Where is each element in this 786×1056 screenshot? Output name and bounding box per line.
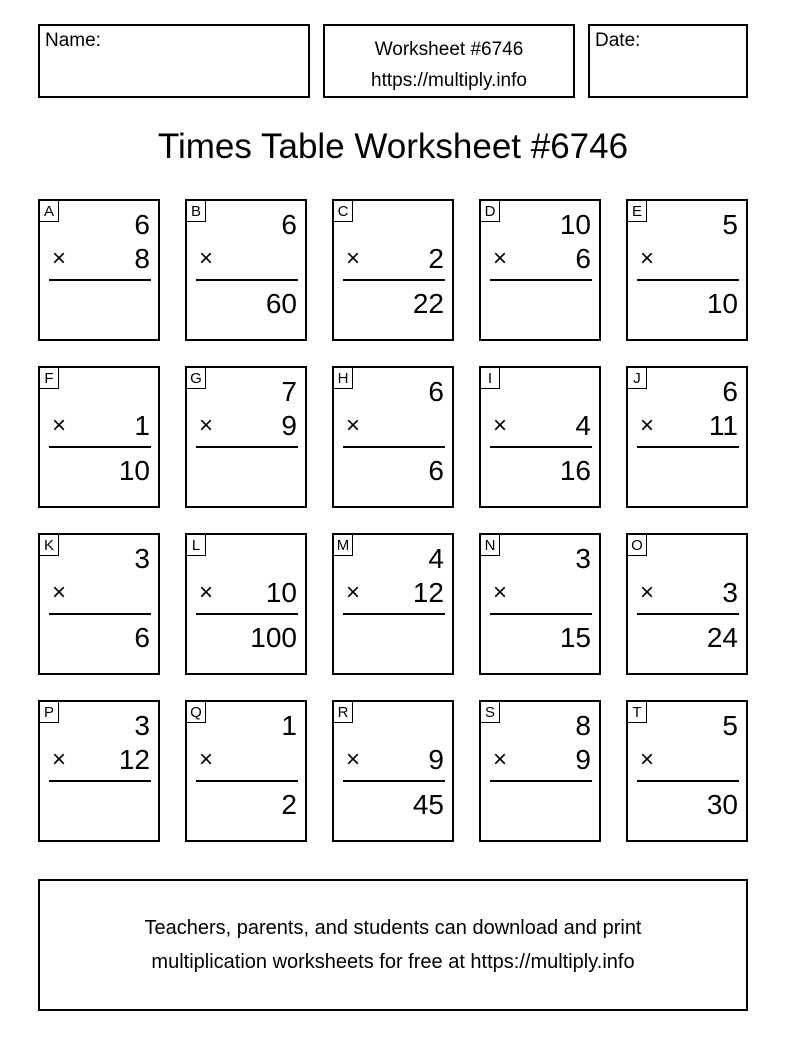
- answer-rule: [343, 780, 445, 782]
- multiplicand[interactable]: 1: [281, 710, 297, 741]
- problem-card: [332, 533, 454, 675]
- problem-card: [38, 199, 160, 341]
- problem-letter: N: [480, 534, 500, 556]
- answer-rule: [637, 780, 739, 782]
- multiplier[interactable]: 11: [708, 410, 738, 441]
- problem-card: [479, 199, 601, 341]
- name-label: Name:: [45, 30, 101, 51]
- product[interactable]: 100: [250, 622, 297, 653]
- times-sign: ×: [346, 412, 361, 439]
- answer-rule: [490, 279, 592, 281]
- multiplicand[interactable]: 10: [559, 209, 591, 240]
- times-sign: ×: [493, 746, 508, 773]
- answer-rule: [637, 446, 739, 448]
- problem-letter: K: [39, 534, 59, 556]
- problem-card: [332, 700, 454, 842]
- times-sign: ×: [346, 746, 361, 773]
- multiplier[interactable]: 3: [722, 577, 738, 608]
- answer-rule: [343, 613, 445, 615]
- times-sign: ×: [52, 412, 67, 439]
- times-sign: ×: [52, 245, 67, 272]
- times-sign: ×: [640, 245, 655, 272]
- answer-rule: [490, 613, 592, 615]
- problem-letter: B: [186, 200, 206, 222]
- multiplicand[interactable]: 6: [134, 209, 150, 240]
- footer-line-2: multiplication worksheets for free at https://multiply.info: [151, 951, 635, 973]
- times-sign: ×: [346, 245, 361, 272]
- problem-letter: T: [627, 701, 647, 723]
- product[interactable]: 22: [412, 288, 444, 319]
- problem-card: [332, 366, 454, 508]
- problem-card: [185, 533, 307, 675]
- multiplicand[interactable]: 6: [722, 376, 738, 407]
- problem-card: [626, 700, 748, 842]
- product[interactable]: 10: [706, 288, 738, 319]
- multiplicand[interactable]: 6: [281, 209, 297, 240]
- problem-letter: O: [627, 534, 647, 556]
- problem-card: [332, 199, 454, 341]
- times-sign: ×: [52, 579, 67, 606]
- product[interactable]: 6: [428, 455, 444, 486]
- answer-rule: [49, 279, 151, 281]
- times-sign: ×: [493, 412, 508, 439]
- problem-card: [38, 533, 160, 675]
- times-sign: ×: [199, 412, 214, 439]
- product[interactable]: 6: [134, 622, 150, 653]
- answer-rule: [637, 613, 739, 615]
- answer-rule: [49, 446, 151, 448]
- multiplier[interactable]: 4: [575, 410, 591, 441]
- times-sign: ×: [52, 746, 67, 773]
- problem-letter: G: [186, 367, 206, 389]
- times-sign: ×: [640, 746, 655, 773]
- product[interactable]: 30: [706, 789, 738, 820]
- problem-card: [38, 700, 160, 842]
- problem-letter: C: [333, 200, 353, 222]
- multiplicand[interactable]: 7: [281, 376, 297, 407]
- product[interactable]: 24: [706, 622, 738, 653]
- multiplier[interactable]: 6: [575, 243, 591, 274]
- multiplier[interactable]: 2: [428, 243, 444, 274]
- product[interactable]: 2: [281, 789, 297, 820]
- answer-rule: [343, 279, 445, 281]
- multiplicand[interactable]: 3: [134, 710, 150, 741]
- name-field[interactable]: [38, 24, 310, 98]
- problem-card: [626, 533, 748, 675]
- page-title: Times Table Worksheet #6746: [157, 127, 629, 166]
- multiplier[interactable]: 9: [428, 744, 444, 775]
- multiplier[interactable]: 9: [281, 410, 297, 441]
- multiplier[interactable]: 10: [265, 577, 297, 608]
- problem-letter: Q: [186, 701, 206, 723]
- multiplier[interactable]: 9: [575, 744, 591, 775]
- times-sign: ×: [199, 245, 214, 272]
- answer-rule: [196, 780, 298, 782]
- problem-card: [479, 533, 601, 675]
- times-sign: ×: [346, 579, 361, 606]
- multiplicand[interactable]: 5: [722, 710, 738, 741]
- times-sign: ×: [199, 746, 214, 773]
- answer-rule: [637, 279, 739, 281]
- answer-rule: [343, 446, 445, 448]
- problem-letter: F: [39, 367, 59, 389]
- times-sign: ×: [640, 412, 655, 439]
- problem-letter: D: [480, 200, 500, 222]
- footer-line-1: Teachers, parents, and students can download and print: [144, 917, 642, 939]
- product[interactable]: 15: [559, 622, 591, 653]
- product[interactable]: 45: [412, 789, 444, 820]
- problem-card: [479, 366, 601, 508]
- problem-letter: I: [480, 367, 500, 389]
- problem-grid: [38, 199, 748, 842]
- answer-rule: [196, 446, 298, 448]
- answer-rule: [490, 780, 592, 782]
- worksheet-info-box: [323, 24, 575, 98]
- answer-rule: [490, 446, 592, 448]
- times-sign: ×: [493, 579, 508, 606]
- problem-letter: E: [627, 200, 647, 222]
- problem-letter: J: [627, 367, 647, 389]
- problem-card: [479, 700, 601, 842]
- multiplier[interactable]: 1: [134, 410, 150, 441]
- problem-card: [185, 366, 307, 508]
- product[interactable]: 16: [559, 455, 591, 486]
- problem-card: [626, 199, 748, 341]
- problem-card: [185, 199, 307, 341]
- problem-card: [38, 366, 160, 508]
- answer-rule: [196, 613, 298, 615]
- product[interactable]: 60: [265, 288, 297, 319]
- problem-card: [626, 366, 748, 508]
- multiplicand[interactable]: 5: [722, 209, 738, 240]
- multiplicand[interactable]: 3: [134, 543, 150, 574]
- problem-letter: M: [333, 534, 353, 556]
- times-sign: ×: [640, 579, 655, 606]
- multiplicand[interactable]: 4: [428, 543, 444, 574]
- multiplier[interactable]: 12: [412, 577, 444, 608]
- problem-letter: H: [333, 367, 353, 389]
- times-sign: ×: [199, 579, 214, 606]
- problem-card: [185, 700, 307, 842]
- footer-box: [38, 879, 748, 1011]
- problem-letter: R: [333, 701, 353, 723]
- problem-letter: A: [39, 200, 59, 222]
- multiplicand[interactable]: 6: [428, 376, 444, 407]
- date-label: Date:: [595, 30, 641, 51]
- problem-letter: S: [480, 701, 500, 723]
- multiplicand[interactable]: 3: [575, 543, 591, 574]
- multiplier[interactable]: 12: [118, 744, 150, 775]
- site-url: https://multiply.info: [371, 70, 527, 91]
- times-sign: ×: [493, 245, 508, 272]
- multiplicand[interactable]: 8: [575, 710, 591, 741]
- answer-rule: [49, 613, 151, 615]
- problem-letter: P: [39, 701, 59, 723]
- answer-rule: [196, 279, 298, 281]
- answer-rule: [49, 780, 151, 782]
- multiplier[interactable]: 8: [134, 243, 150, 274]
- product[interactable]: 10: [118, 455, 150, 486]
- problem-letter: L: [186, 534, 206, 556]
- date-field[interactable]: [588, 24, 748, 98]
- worksheet-id: Worksheet #6746: [374, 39, 524, 60]
